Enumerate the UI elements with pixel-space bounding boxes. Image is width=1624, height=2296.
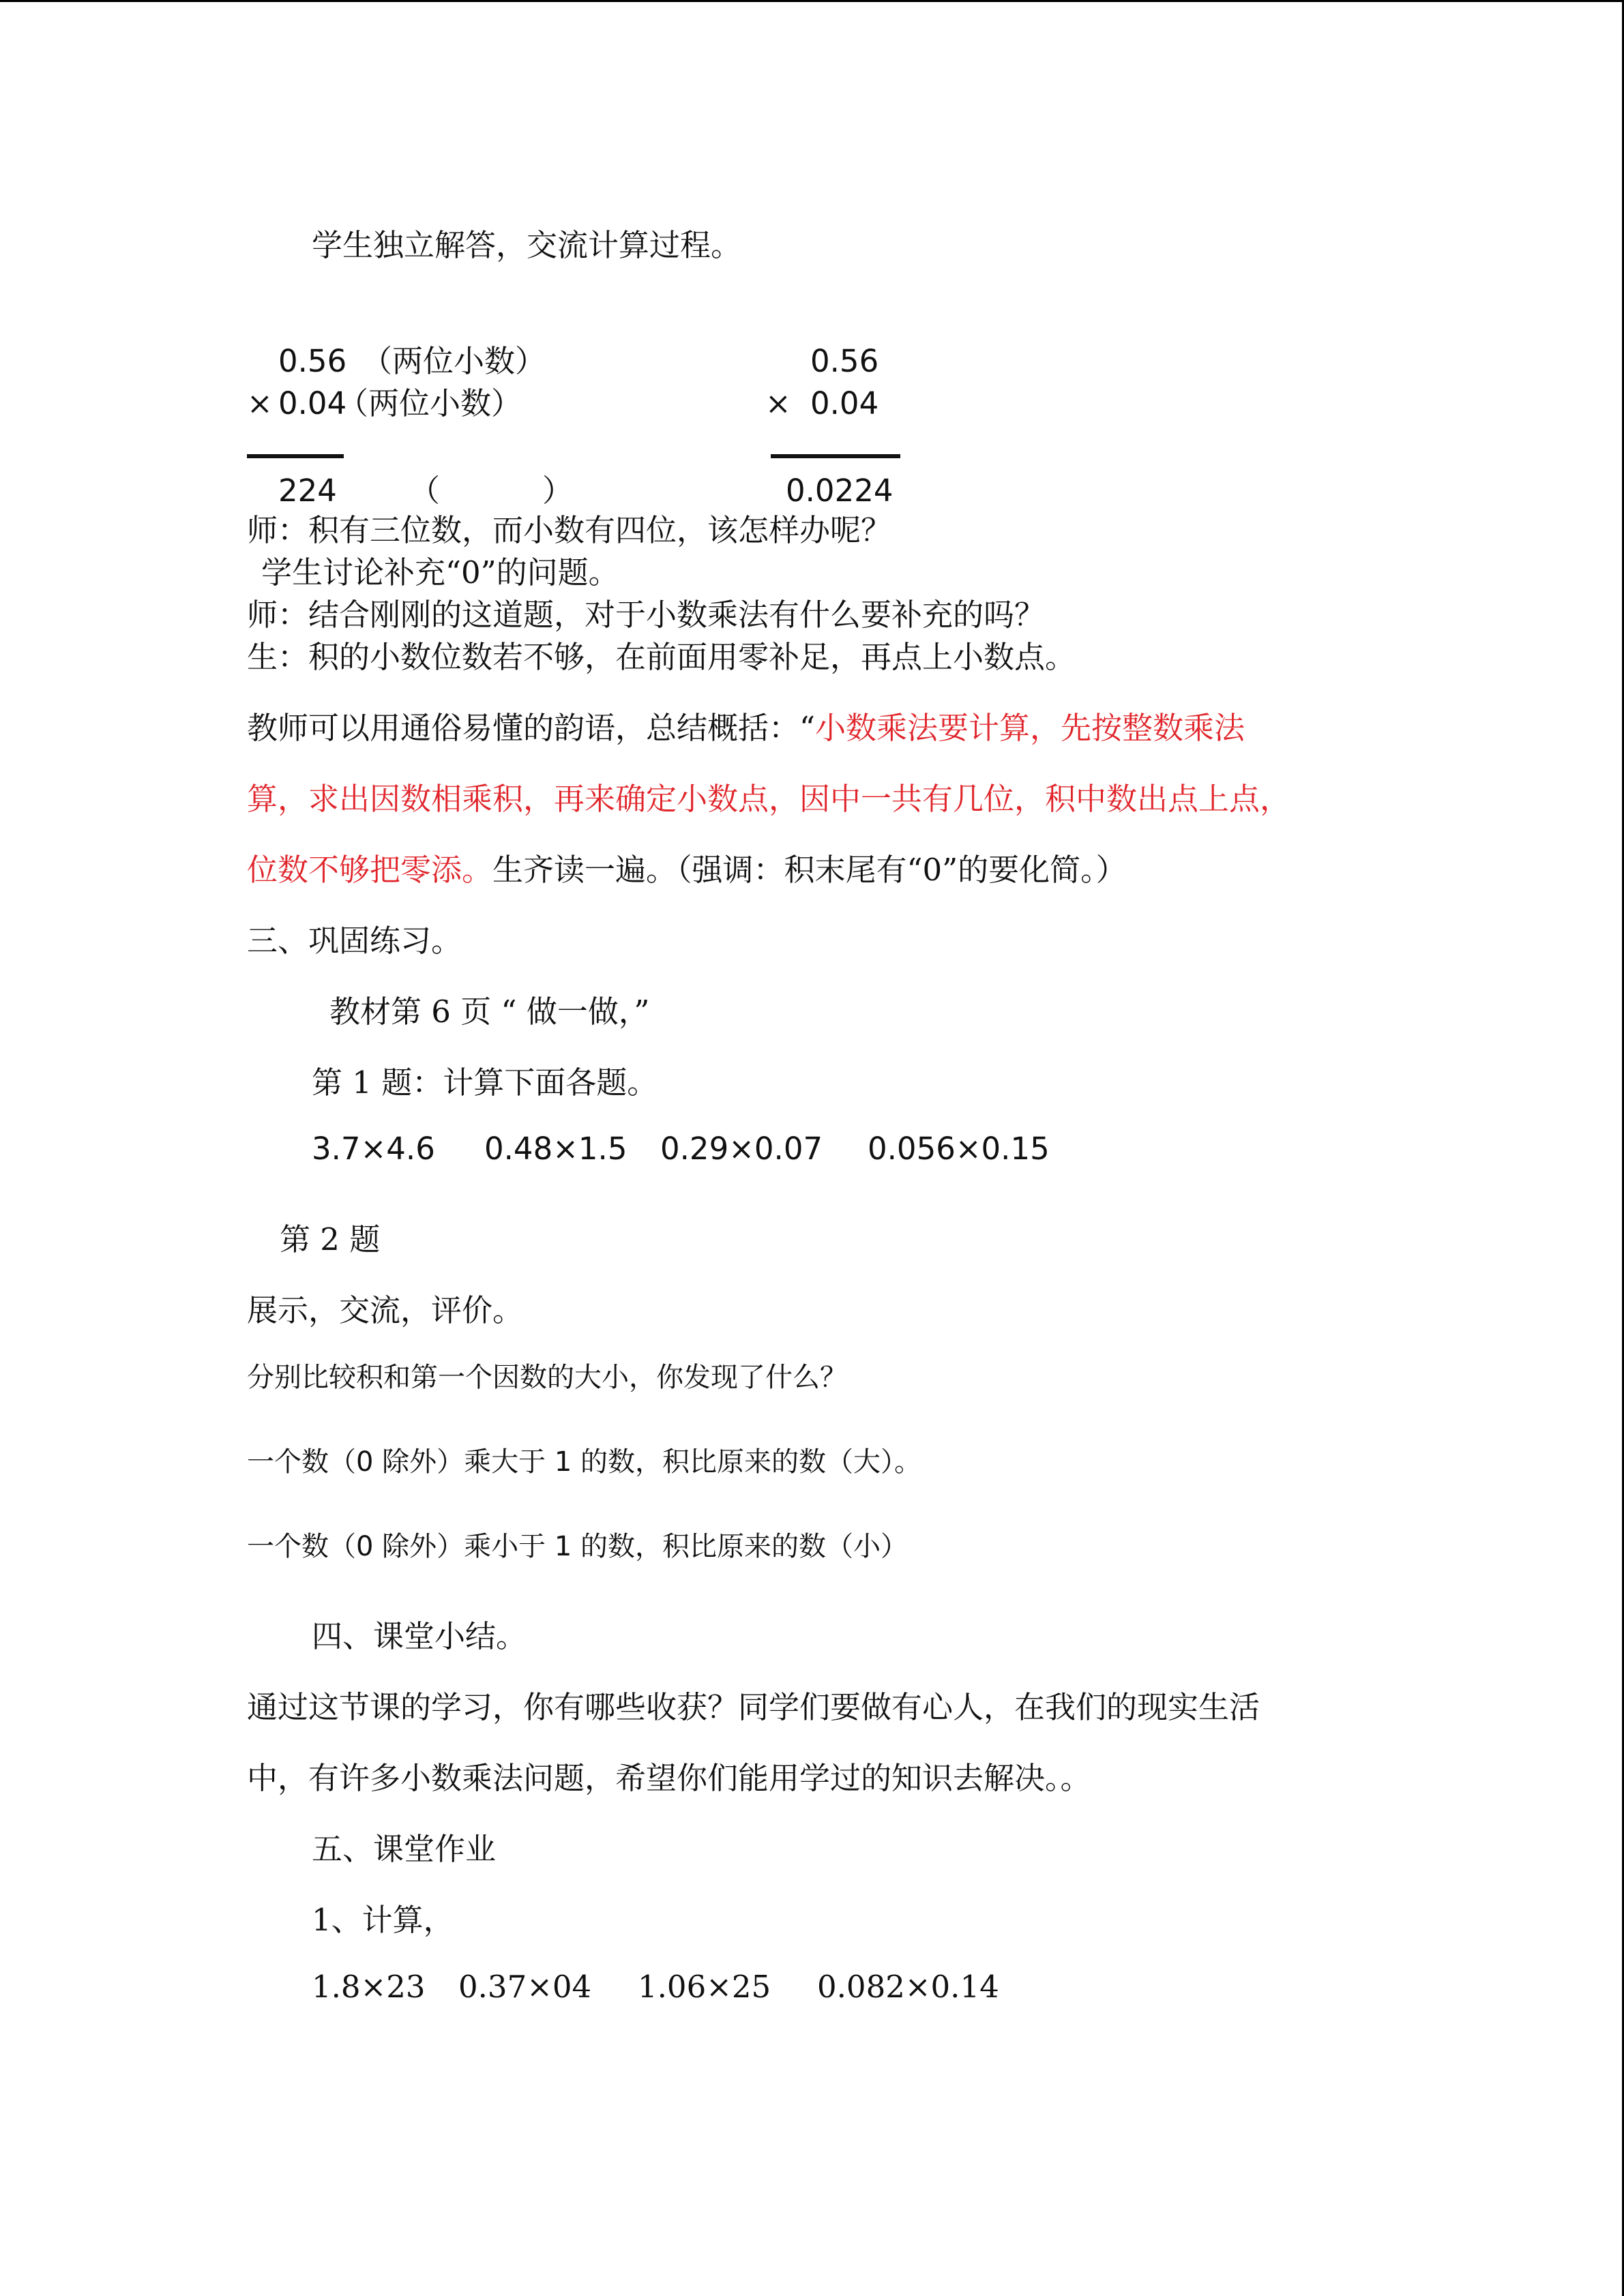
section-5-heading: 五、课堂作业	[312, 1831, 497, 1867]
dialogue-line-2: 学生讨论补充“0”的问题。	[261, 554, 619, 591]
dialogue-line-1: 师：积有三位数，而小数有四位，该怎样办呢？	[247, 512, 892, 548]
rule-less-than-one: 一个数（0 除外）乘小于 1 的数，积比原来的数（小）	[247, 1531, 909, 1562]
left-times-sign: ×	[247, 385, 273, 421]
exercise-item: 0.056×0.15	[868, 1131, 1050, 1167]
summary-line-2: 中，有许多小数乘法问题，希望你们能用学过的知识去解决。。	[247, 1760, 1091, 1796]
rule-greater-than-one: 一个数（0 除外）乘大于 1 的数，积比原来的数（大）。	[247, 1446, 922, 1478]
left-factor-2: 0.04	[278, 385, 347, 421]
section-3-heading: 三、巩固练习。	[247, 923, 462, 959]
rhyme-red-3: 位数不够把零添。	[247, 852, 493, 888]
dialogue-line-4: 生：积的小数位数若不够，在前面用零补足，再点上小数点。	[247, 639, 1076, 675]
intro-text: 学生独立解答，交流计算过程。	[312, 227, 742, 263]
homework-exercise: 1.8×23	[312, 1969, 426, 2005]
right-times-sign: ×	[765, 385, 791, 421]
rhyme-line-3	[247, 850, 1127, 891]
question-2: 第 2 题	[280, 1221, 381, 1257]
left-product: 224	[278, 473, 337, 509]
dialogue-line-3: 师：结合刚刚的这道题，对于小数乘法有什么要补充的吗？	[247, 597, 1046, 633]
rhyme-line-1	[247, 708, 1245, 749]
rhyme-tail: 生齐读一遍。（强调：积末尾有“0”的要化简。）	[492, 852, 1127, 888]
left-calc-rule	[247, 454, 344, 458]
compare-question: 分别比较积和第一个因数的大小，你发现了什么？	[247, 1362, 847, 1393]
rhyme-red-1: 小数乘法要计算，先按整数乘法	[815, 710, 1245, 746]
right-factor-1: 0.56	[810, 343, 879, 379]
right-product: 0.0224	[786, 473, 894, 509]
left-product-note-close: ）	[542, 473, 574, 509]
exercise-item: 0.29×0.07	[660, 1131, 823, 1167]
exercise-item: 0.48×1.5	[484, 1131, 628, 1167]
left-factor-1-note: （两位小数）	[361, 343, 546, 379]
left-factor-1: 0.56	[278, 343, 347, 379]
left-factor-2-note: （两位小数）	[338, 385, 522, 421]
section-4-heading: 四、课堂小结。	[312, 1618, 527, 1654]
page-border-top	[0, 0, 1624, 2]
exercise-item: 3.7×4.6	[312, 1131, 435, 1167]
right-calc-rule	[771, 454, 900, 458]
show-discuss: 展示，交流，评价。	[247, 1292, 524, 1328]
question-1: 第 1 题：计算下面各题。	[312, 1064, 658, 1101]
homework-exercise: 0.37×04	[458, 1969, 592, 2005]
homework-item-1: 1、计算，	[312, 1902, 454, 1938]
textbook-reference: 教材第 6 页 “ 做一做，”	[329, 994, 650, 1030]
right-factor-2: 0.04	[810, 385, 879, 421]
rhyme-lead: 教师可以用通俗易懂的韵语，总结概括：“	[247, 710, 816, 746]
rhyme-red-2: 算，求出因数相乘积，再来确定小数点，因中一共有几位，积中数出点上点，	[247, 781, 1291, 817]
left-product-note-open: （	[409, 473, 441, 509]
summary-line-1: 通过这节课的学习，你有哪些收获？同学们要做有心人，在我们的现实生活	[247, 1689, 1260, 1725]
homework-exercise: 0.082×0.14	[817, 1969, 999, 2005]
homework-exercise: 1.06×25	[638, 1969, 771, 2005]
